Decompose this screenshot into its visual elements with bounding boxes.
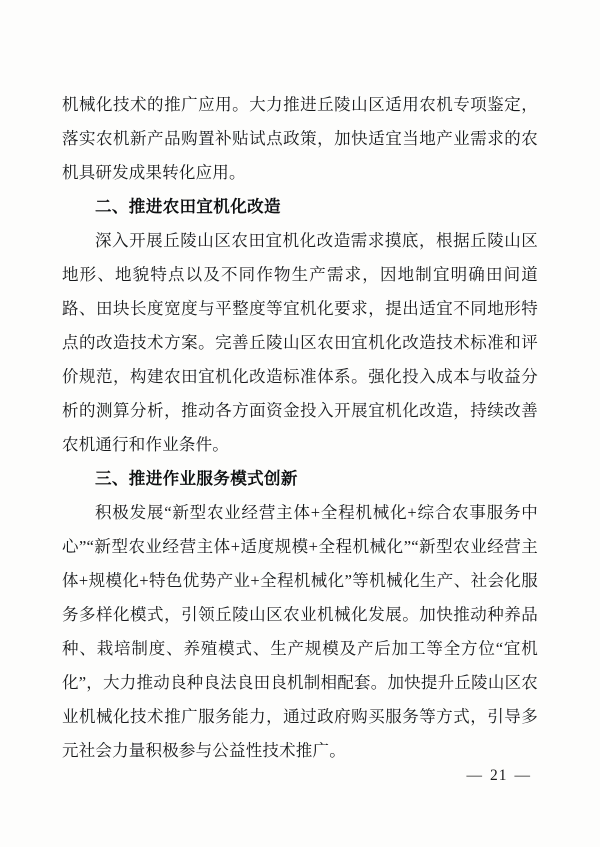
paragraph-block xyxy=(62,224,538,462)
page-number-value: 21 xyxy=(490,767,508,784)
body-paragraph: 积极发展“新型农业经营主体+全程机械化+综合农事服务中心”“新型农业经营主体+适度规模+全程机械化”“新型农业经营主体+规模化+特色优势产业+全程机械化”等机械化生产、社会化服务多样化模式，引领丘陵山区农业机械化发展。加快推动种养品种、栽培制度、养殖模式、生产规模及产后加工等全方位“宜机化”，大力推动良种良法良田良机制相配套。加快提升丘陵山区农业机械化技术推广服务能力，通过政府购买服务等方式，引导多元社会力量积极参与公益性技术推广。 xyxy=(62,503,538,760)
paragraph-block xyxy=(62,496,538,768)
page-number-right-dash: — xyxy=(514,767,531,784)
section-heading-block xyxy=(62,462,538,496)
document-body xyxy=(62,88,538,768)
page-number-left-dash: — xyxy=(466,767,483,784)
section-heading-two: 二、推进农田宜机化改造 xyxy=(95,198,281,216)
body-paragraph: 机械化技术的推广应用。大力推进丘陵山区适用农机专项鉴定，落实农机新产品购置补贴试点政策，加快适宜当地产业需求的农机具研发成果转化应用。 xyxy=(62,95,538,182)
body-paragraph: 深入开展丘陵山区农田宜机化改造需求摸底，根据丘陵山区地形、地貌特点以及不同作物生产需求，因地制宜明确田间道路、田块长度宽度与平整度等宜机化要求，提出适宜不同地形特点的改造技术方案。完善丘陵山区农田宜机化改造技术标准和评价规范，构建农田宜机化改造标准体系。强化投入成本与收益分析的测算分析，推动各方面资金投入开展宜机化改造，持续改善农机通行和作业条件。 xyxy=(62,231,538,454)
section-heading-three: 三、推进作业服务模式创新 xyxy=(95,470,298,488)
page-number xyxy=(0,767,538,785)
section-heading-block xyxy=(62,190,538,224)
paragraph-block xyxy=(62,88,538,190)
